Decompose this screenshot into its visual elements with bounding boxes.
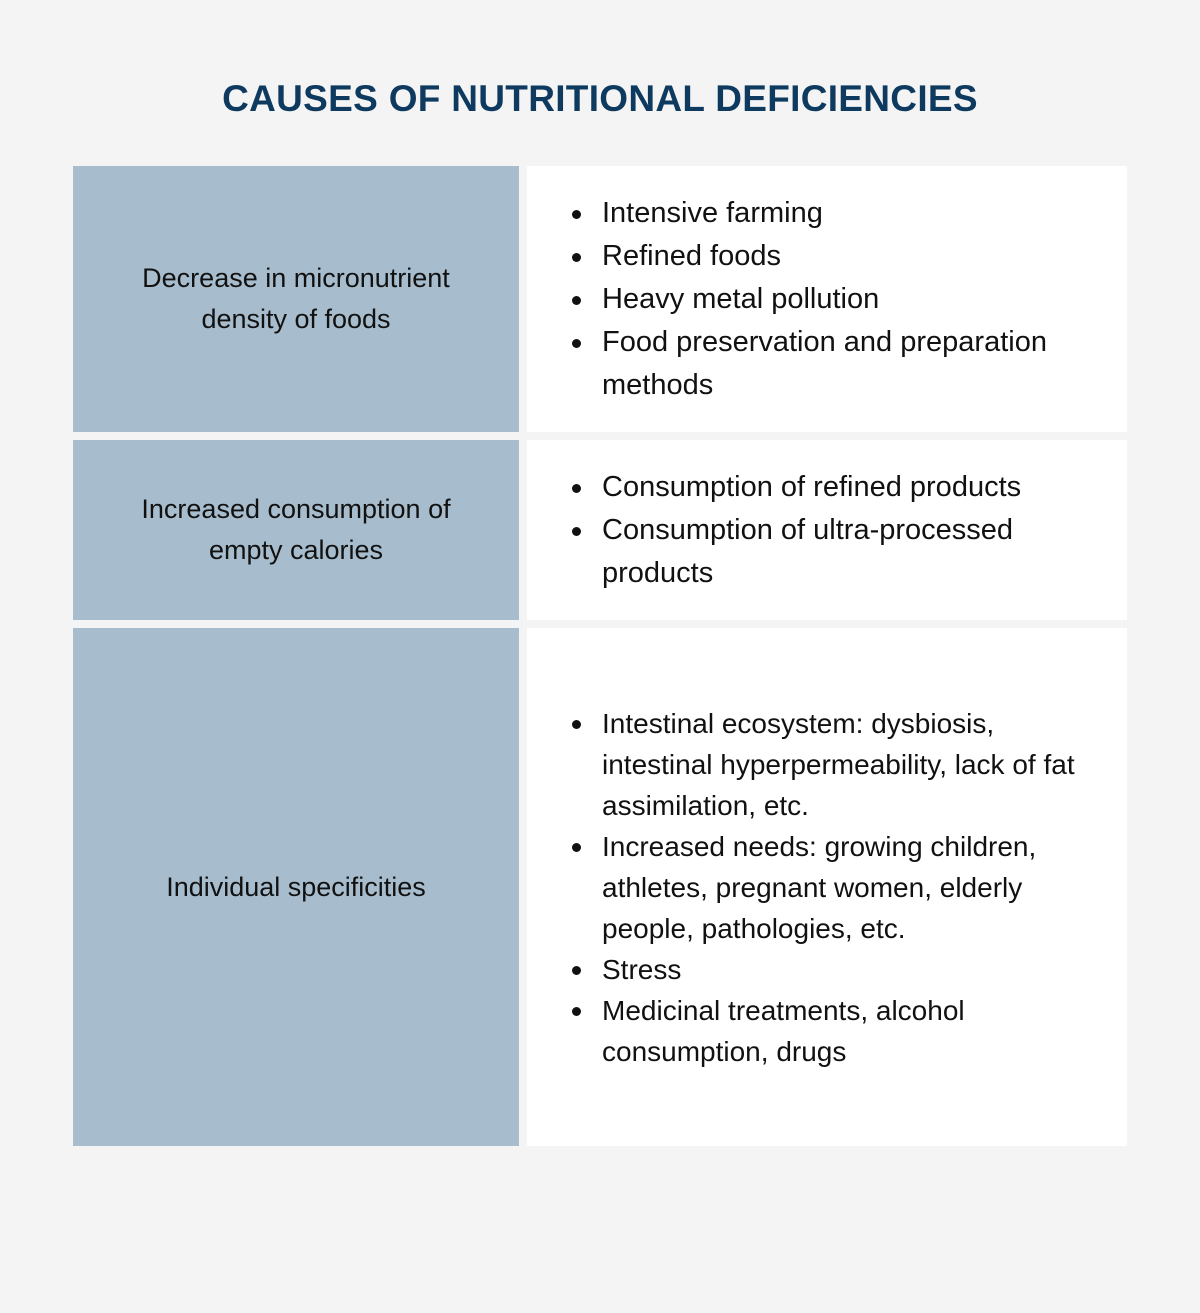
page-title: CAUSES OF NUTRITIONAL DEFICIENCIES [222, 78, 978, 119]
table-row [73, 440, 1127, 620]
list-item: Food preservation and preparation methods [572, 321, 1107, 407]
table-row [73, 166, 1127, 432]
table-row [73, 628, 1127, 1146]
details-cell [527, 628, 1127, 1146]
cause-cell: Decrease in micronutrient density of foods [73, 166, 519, 432]
details-list [572, 703, 1107, 1072]
list-item: Heavy metal pollution [572, 278, 1107, 321]
list-item: Consumption of ultra-processed products [572, 509, 1107, 595]
list-item: Intestinal ecosystem: dysbiosis, intestinal hyperpermeability, lack of fat assimilation, etc. [572, 703, 1107, 826]
list-item: Increased needs: growing children, athletes, pregnant women, elderly people, pathologies, etc. [572, 826, 1107, 949]
details-cell [527, 440, 1127, 620]
list-item: Medicinal treatments, alcohol consumption, drugs [572, 990, 1107, 1072]
list-item: Consumption of refined products [572, 466, 1107, 509]
details-list [572, 192, 1107, 407]
cause-cell: Individual specificities [73, 628, 519, 1146]
list-item: Stress [572, 949, 1107, 990]
details-cell [527, 166, 1127, 432]
list-item: Intensive farming [572, 192, 1107, 235]
details-list [572, 466, 1107, 595]
list-item: Refined foods [572, 235, 1107, 278]
causes-table [73, 166, 1127, 1146]
cause-cell: Increased consumption of empty calories [73, 440, 519, 620]
